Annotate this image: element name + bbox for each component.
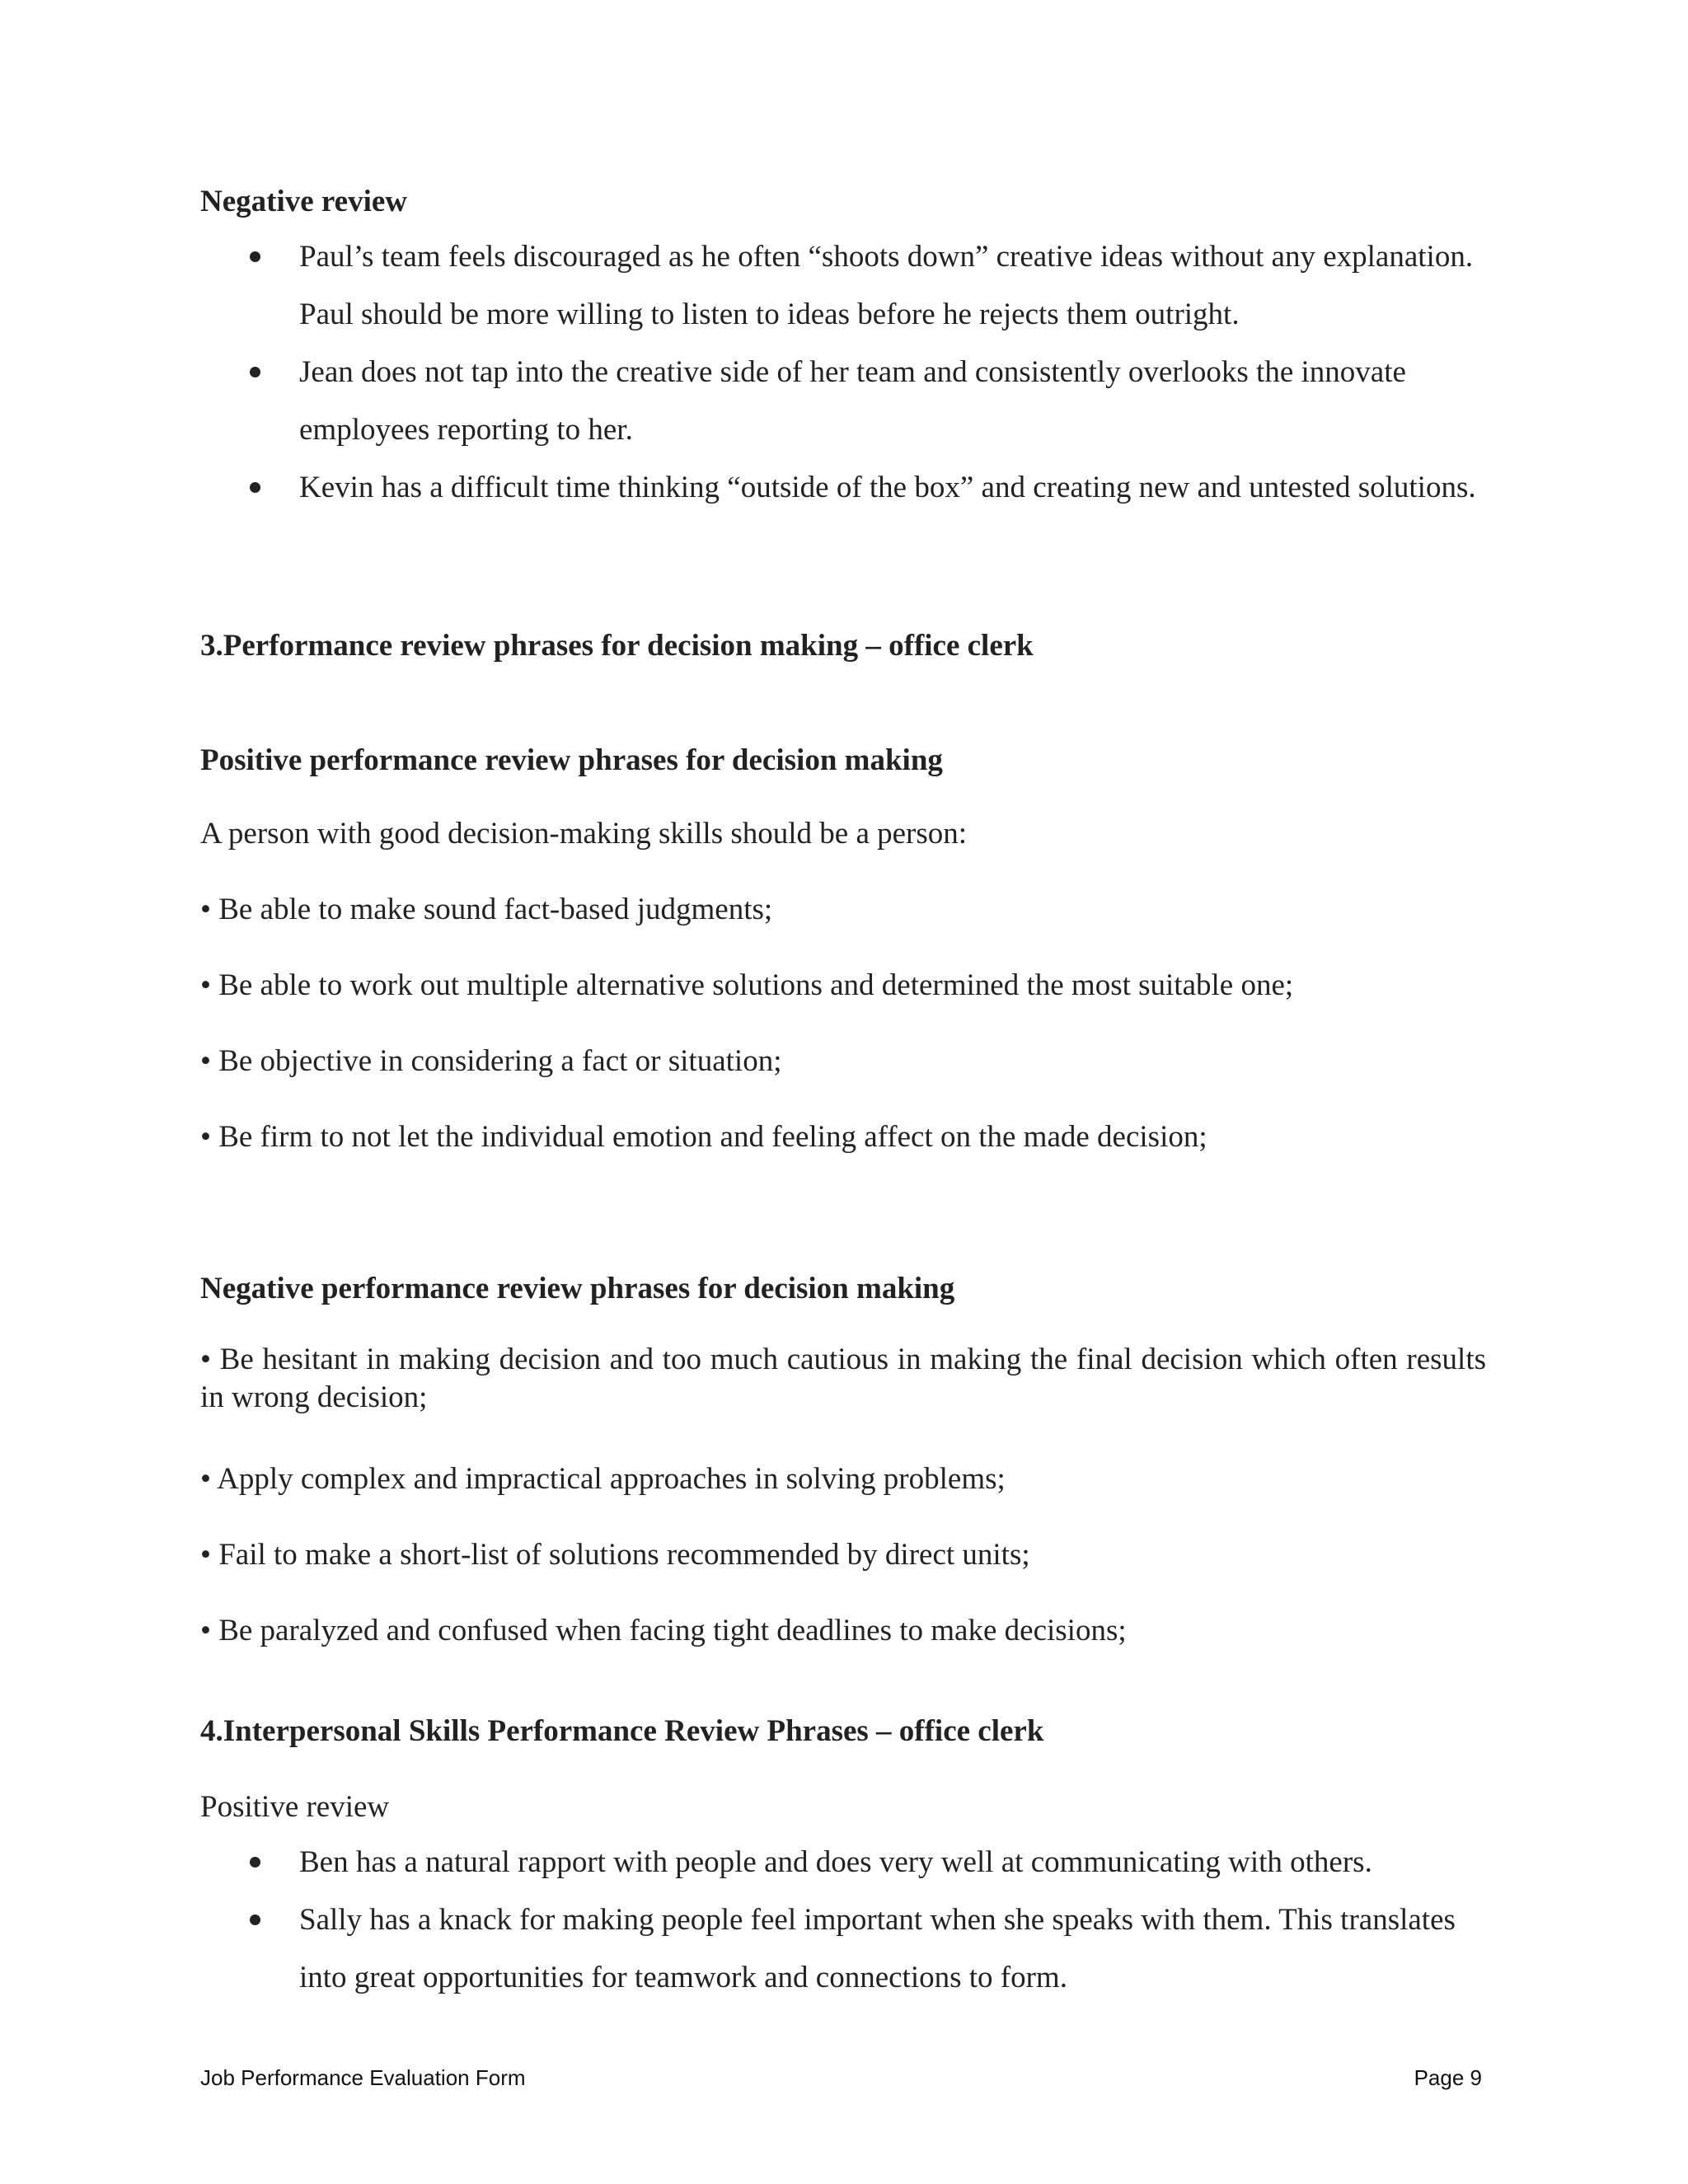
- bullet-icon: [250, 482, 260, 493]
- positive-decision-heading: Positive performance review phrases for decision making: [200, 743, 943, 777]
- page-number: Page 9: [1414, 2065, 1482, 2090]
- list-item: • Fail to make a short-list of solutions recommended by direct units;: [200, 1538, 1030, 1572]
- list-item: [200, 1891, 1486, 2007]
- footer-title: Job Performance Evaluation Form: [200, 2065, 526, 2090]
- list-item: • Be able to work out multiple alternative solutions and determined the most suitable one;: [200, 968, 1294, 1002]
- list-item: • Be hesitant in making decision and too much cautious in making the final decision which often results in wrong decision;: [200, 1343, 1486, 1414]
- positive-review-label: Positive review: [200, 1790, 390, 1824]
- negative-decision-heading: Negative performance review phrases for decision making: [200, 1272, 955, 1305]
- negative-review-list: [200, 228, 1486, 517]
- list-item: [200, 228, 1486, 344]
- list-item: [200, 344, 1486, 459]
- list-item: [200, 1834, 1486, 1891]
- section-4-heading: 4.Interpersonal Skills Performance Review Phrases – office clerk: [200, 1714, 1044, 1748]
- list-item-text: Paul’s team feels discouraged as he often “shoots down” creative ideas without any explanation. Paul should be more willing to listen to ideas before he rejects them outright.: [299, 240, 1474, 331]
- list-item: • Be paralyzed and confused when facing tight deadlines to make decisions;: [200, 1614, 1127, 1647]
- list-item: • Be objective in considering a fact or situation;: [200, 1044, 782, 1078]
- list-item: • Apply complex and impractical approaches in solving problems;: [200, 1462, 1006, 1496]
- bullet-icon: [250, 1857, 260, 1868]
- list-item-text: Ben has a natural rapport with people and does very well at communicating with others.: [299, 1845, 1372, 1879]
- list-item: • Be able to make sound fact-based judgments;: [200, 893, 773, 926]
- list-item: [200, 459, 1486, 517]
- list-item-text: Kevin has a difficult time thinking “outside of the box” and creating new and untested solutions.: [299, 471, 1476, 504]
- list-item: • Be firm to not let the individual emotion and feeling affect on the made decision;: [200, 1120, 1207, 1154]
- list-item-text: Jean does not tap into the creative side of her team and consistently overlooks the innovate employees reporting to her.: [299, 355, 1406, 447]
- section-3-heading: 3.Performance review phrases for decision making – office clerk: [200, 629, 1034, 663]
- bullet-icon: [250, 367, 260, 377]
- bullet-icon: [250, 251, 260, 262]
- positive-decision-intro: A person with good decision-making skills should be a person:: [200, 817, 968, 851]
- list-item-text: Sally has a knack for making people feel important when she speaks with them. This translates into great opportunities for teamwork and connections to form.: [299, 1903, 1456, 1994]
- positive-review-list: [200, 1834, 1486, 2007]
- negative-review-heading: Negative review: [200, 185, 408, 218]
- bullet-icon: [250, 1915, 260, 1925]
